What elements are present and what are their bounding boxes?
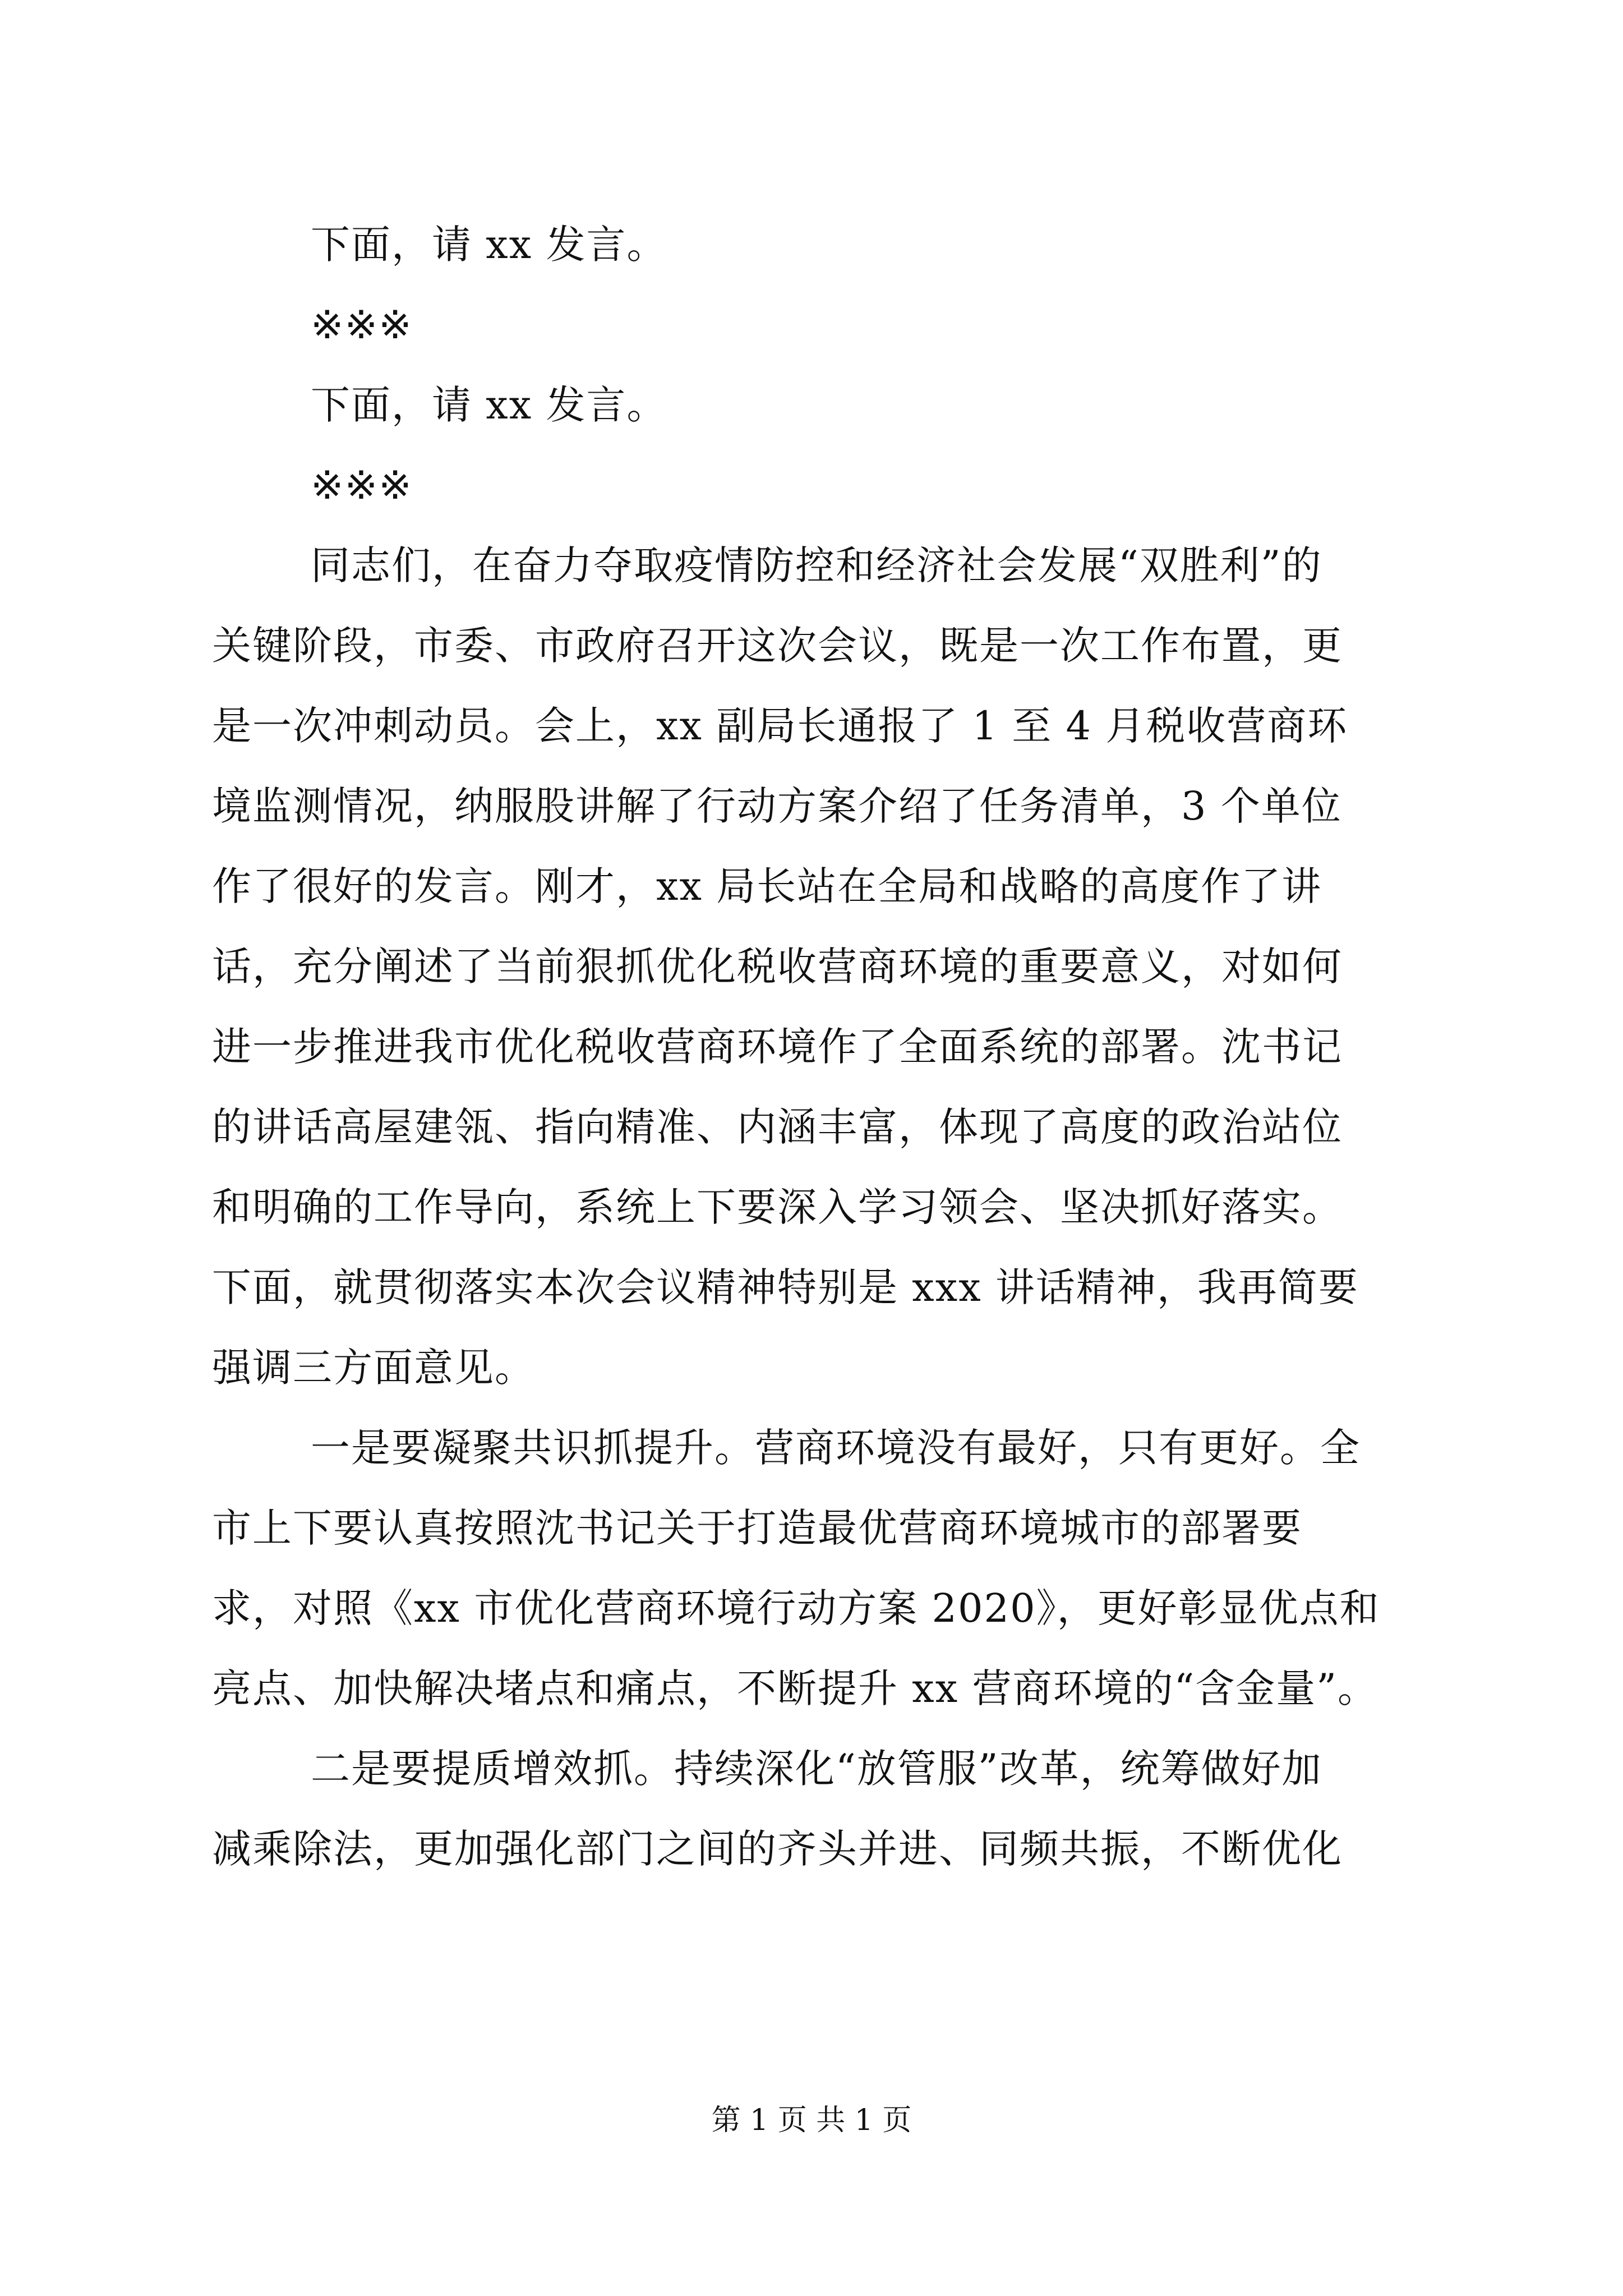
document-body <box>212 205 1435 1889</box>
text-line: 和明确的工作导向，系统上下要深入学习领会、坚决抓好落实。 <box>212 1184 1343 1230</box>
text-line: ※※※ <box>311 302 413 348</box>
text-line: 是一次冲刺动员。会上，xx 副局长通报了 1 至 4 月税收营商环 <box>212 703 1348 749</box>
text-line: 关键阶段，市委、市政府召开这次会议，既是一次工作布置，更 <box>212 623 1343 669</box>
text-line: 下面，就贯彻落实本次会议精神特别是 xxx 讲话精神，我再简要 <box>212 1264 1359 1310</box>
paragraph-start-line: 一是要凝聚共识抓提升。营商环境没有最好，只有更好。全 <box>311 1425 1361 1471</box>
text-line: 强调三方面意见。 <box>212 1345 535 1391</box>
text-line: 市上下要认真按照沈书记关于打造最优营商环境城市的部署要 <box>212 1505 1302 1551</box>
page-footer: 第 1 页 共 1 页 <box>711 2104 912 2137</box>
text-line: 话，充分阐述了当前狠抓优化税收营商环境的重要意义，对如何 <box>212 944 1343 990</box>
text-line: 下面，请 xx 发言。 <box>311 382 667 428</box>
paragraph-start-line: 二是要提质增效抓。持续深化“放管服”改革，统筹做好加 <box>311 1746 1322 1792</box>
text-line: 求，对照《xx 市优化营商环境行动方案 2020》，更好彰显优点和 <box>212 1585 1380 1631</box>
text-line: ※※※ <box>311 462 413 508</box>
text-line: 减乘除法，更加强化部门之间的齐头并进、同频共振，不断优化 <box>212 1826 1343 1872</box>
text-line: 下面，请 xx 发言。 <box>311 222 667 268</box>
text-line: 亮点、加快解决堵点和痛点，不断提升 xx 营商环境的“含金量”。 <box>212 1665 1378 1711</box>
text-line: 作了很好的发言。刚才，xx 局长站在全局和战略的高度作了讲 <box>212 863 1322 909</box>
text-line: 的讲话高屋建瓴、指向精准、内涵丰富，体现了高度的政治站位 <box>212 1104 1343 1150</box>
text-line: 进一步推进我市优化税收营商环境作了全面系统的部署。沈书记 <box>212 1024 1343 1070</box>
text-line: 境监测情况，纳服股讲解了行动方案介绍了任务清单，3 个单位 <box>212 783 1342 829</box>
paragraph-start-line: 同志们，在奋力夺取疫情防控和经济社会发展“双胜利”的 <box>311 542 1322 588</box>
